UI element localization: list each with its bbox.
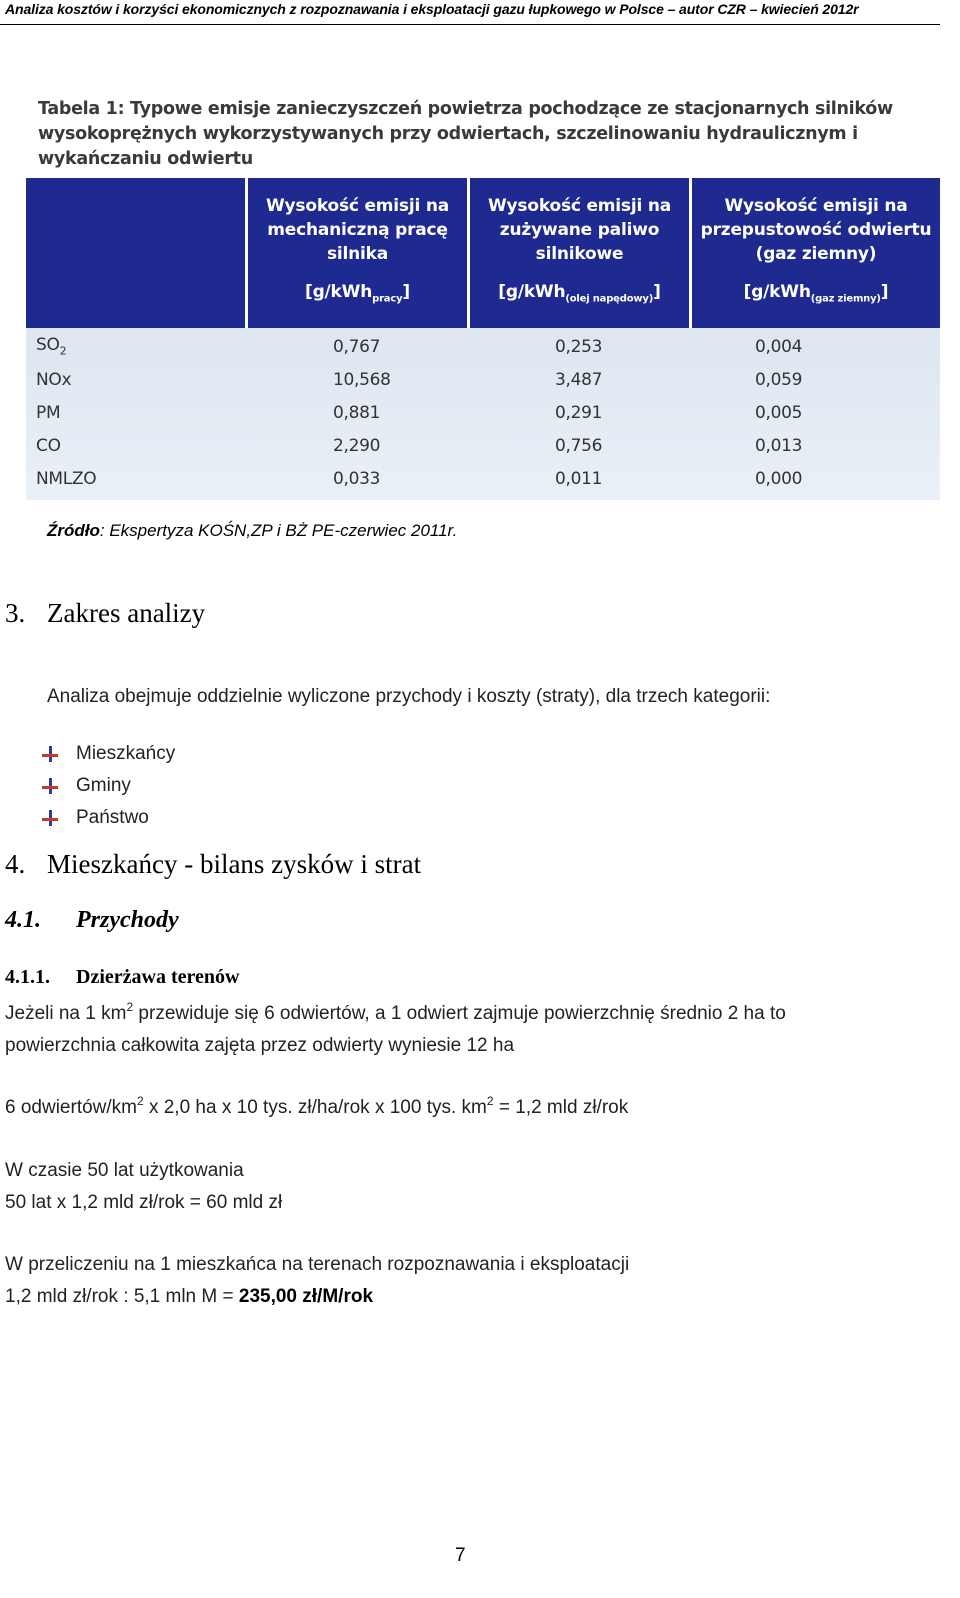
- section-title: Zakres analizy: [47, 598, 206, 628]
- value-cell: 10,568: [333, 369, 391, 390]
- intro-paragraph: Analiza obejmuje oddzielnie wyliczone przychody i koszty (straty), dla trzech kategorii:: [47, 686, 771, 707]
- arrow-bullet-icon: [42, 778, 58, 794]
- header-text: Wysokość emisji na mechaniczną pracę silnika: [265, 196, 449, 265]
- list-item: [42, 738, 175, 770]
- pollutant-cell: NOx: [36, 369, 72, 390]
- list-item-label: Mieszkańcy: [76, 743, 176, 764]
- calculation-line: 6 odwiertów/$km^2$ x 2,0 ha x 10 tys. zł/ha/rok x 100 tys. $km^2 = 1,2$ mld zł/rok: [5, 1094, 629, 1118]
- table-header-cell-pollutant: [26, 178, 248, 328]
- section-heading-3: [5, 598, 205, 629]
- section-title: Dzierżawa terenów: [76, 966, 240, 988]
- pollutant-cell: $SO_2$: [36, 335, 67, 358]
- value-cell: 0,756: [555, 435, 603, 456]
- category-list: [42, 738, 175, 834]
- table-body: [26, 328, 940, 500]
- source-label: Źródło: [47, 521, 100, 540]
- value-cell: 0,881: [333, 402, 381, 423]
- body-line: W czasie 50 lat użytkowania: [5, 1160, 244, 1181]
- header-text: Wysokość emisji na przepustowość odwiertu (gaz ziemny): [700, 196, 932, 265]
- subsection-heading-4-1: [5, 907, 179, 934]
- subsection-heading-4-1-1: [5, 966, 239, 989]
- section-number: 4.1.1.: [5, 966, 50, 988]
- value-cell: 0,291: [555, 402, 603, 423]
- section-title: Mieszkańcy - bilans zysków i strat: [47, 849, 422, 879]
- value-cell: 0,033: [333, 468, 381, 489]
- calculation-line: 50 lat x 1,2 mld zł/rok = 60 mld zł: [5, 1192, 283, 1213]
- header-unit: [g/kWh$_{(gaz ziemny)}$]: [743, 282, 889, 305]
- body-line: powierzchnia całkowita zajęta przez odwierty wyniesie 12 ha: [5, 1035, 515, 1056]
- emissions-table: [26, 178, 940, 500]
- pollutant-cell: PM: [36, 402, 61, 423]
- value-cell: 0,005: [755, 402, 803, 423]
- result-value: 235,00 zł/M/rok: [238, 1286, 374, 1307]
- value-cell: 0,000: [755, 468, 803, 489]
- header-unit: [g/kWh$_{pracy}$]: [305, 282, 410, 305]
- section-number: 3.: [5, 598, 26, 628]
- table-header-row: [26, 178, 940, 328]
- arrow-bullet-icon: [42, 746, 58, 762]
- running-header: [0, 0, 940, 25]
- table-header-cell-work: [248, 178, 470, 328]
- table-row: [26, 462, 940, 495]
- result-line: 1,2 mld zł/rok : 5,1 mln M = 235,00 zł/M/rok: [5, 1286, 374, 1307]
- value-cell: 2,290: [333, 435, 381, 456]
- value-cell: 0,011: [555, 468, 603, 489]
- table-row: [26, 396, 940, 429]
- table-row: [26, 429, 940, 462]
- value-cell: 3,487: [555, 369, 603, 390]
- table-header-cell-throughput: [692, 178, 940, 328]
- source-text: : Ekspertyza KOŚN,ZP i BŻ PE-czerwiec 2011r.: [99, 521, 458, 540]
- table-row: [26, 363, 940, 396]
- body-line: W przeliczeniu na 1 mieszkańca na terenach rozpoznawania i eksploatacji: [5, 1254, 630, 1275]
- emissions-table-figure: [26, 92, 940, 500]
- list-item: [42, 802, 175, 834]
- body-line: Jeżeli na 1 $km^2$ przewiduje się 6 odwiertów, a 1 odwiert zajmuje powierzchnię średnio 2 ha to: [5, 1000, 786, 1024]
- page-number: 7: [455, 1545, 466, 1566]
- value-cell: 0,059: [755, 369, 803, 390]
- header-text: Wysokość emisji na zużywane paliwo silnikowe: [487, 196, 671, 265]
- table-row: [26, 330, 940, 363]
- running-header-title: Analiza kosztów i korzyści ekonomicznych z rozpoznawania i eksploatacji gazu łupkowego w Polsce – autor CZR – kwiecień 2012r: [5, 1, 859, 17]
- value-cell: 0,767: [333, 336, 381, 357]
- arrow-bullet-icon: [42, 810, 58, 826]
- section-title: Przychody: [76, 907, 179, 933]
- section-number: 4.1.: [5, 907, 41, 933]
- value-cell: 0,004: [755, 336, 803, 357]
- table-source-note: [47, 521, 457, 541]
- table-title: Tabela 1: Typowe emisje zanieczyszczeń powietrza pochodzące ze stacjonarnych silników wysokoprężnych wykorzystywanych przy odwiertach, szczelinowaniu hydraulicznym i wykańczaniu odwiertu: [38, 99, 893, 169]
- list-item-label: Gminy: [76, 775, 131, 796]
- pollutant-cell: CO: [36, 435, 61, 456]
- list-item-label: Państwo: [76, 807, 149, 828]
- table-header-cell-fuel: [470, 178, 692, 328]
- value-cell: 0,253: [555, 336, 603, 357]
- header-unit: [g/kWh$_{(olej napędowy)}$]: [498, 282, 661, 305]
- list-item: [42, 770, 175, 802]
- section-heading-4: [5, 849, 421, 880]
- pollutant-cell: NMLZO: [36, 468, 97, 489]
- value-cell: 0,013: [755, 435, 803, 456]
- section-number: 4.: [5, 849, 26, 879]
